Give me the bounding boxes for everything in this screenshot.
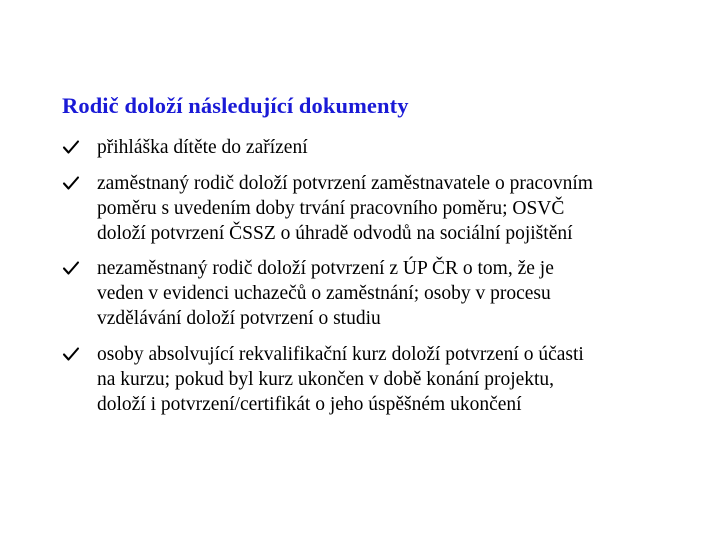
list-item-text: veden v evidenci uchazečů o zaměstnání; osoby v procesu: [97, 283, 551, 304]
slide-title: Rodič doloží následující dokumenty: [62, 93, 409, 118]
list-item-text: doloží potvrzení ČSSZ o úhradě odvodů na sociální pojištění: [97, 223, 573, 244]
list-item: [62, 171, 682, 246]
list-item: [62, 256, 682, 331]
checkmark-icon: [62, 342, 82, 367]
list-item: [62, 342, 682, 417]
document-list: [62, 135, 682, 417]
list-item: [62, 135, 682, 160]
list-item-text: zaměstnaný rodič doloží potvrzení zaměstnavatele o pracovním: [97, 173, 593, 194]
checkmark-icon: [62, 256, 82, 281]
checkmark-icon: [62, 171, 82, 196]
list-item-text: osoby absolvující rekvalifikační kurz doloží potvrzení o účasti: [97, 344, 584, 365]
checkmark-icon: [62, 135, 82, 160]
list-item-text: na kurzu; pokud byl kurz ukončen v době konání projektu,: [97, 369, 555, 390]
list-item-text: nezaměstnaný rodič doloží potvrzení z ÚP ČR o tom, že je: [97, 258, 554, 279]
list-item-text: přihláška dítěte do zařízení: [97, 137, 308, 158]
list-item-text: vzdělávání doloží potvrzení o studiu: [97, 308, 381, 329]
list-item-text: poměru s uvedením doby trvání pracovního poměru; OSVČ: [97, 198, 565, 219]
list-item-text: doloží i potvrzení/certifikát o jeho úspěšném ukončení: [97, 394, 522, 415]
